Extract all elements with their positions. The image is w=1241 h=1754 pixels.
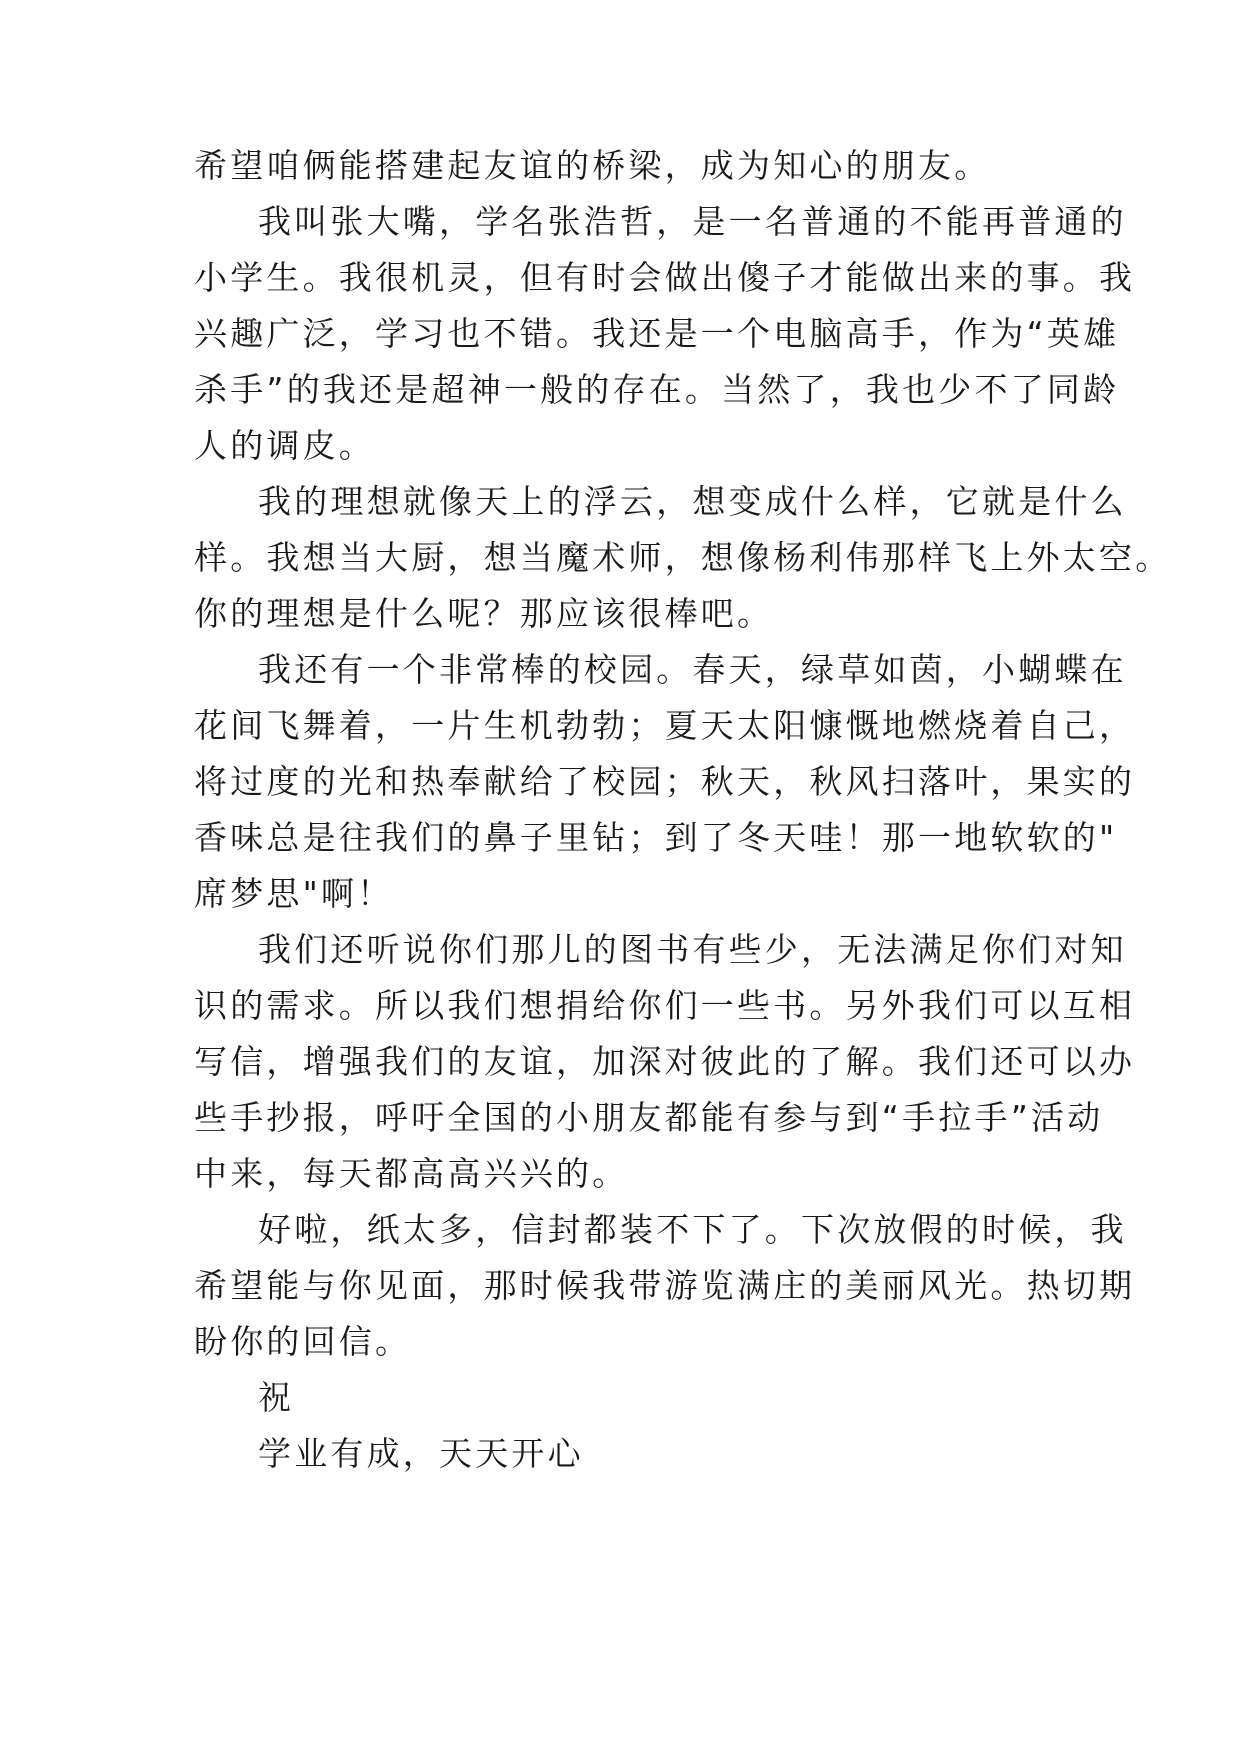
closing-wish: 学业有成，天天开心 [258,1434,584,1473]
text-line: 我们还听说你们那儿的图书有些少，无法满足你们对知 [258,930,1127,969]
text-line: 识的需求。所以我们想捐给你们一些书。另外我们可以互相 [194,986,1136,1025]
text-line: 人的调皮。 [194,426,375,465]
text-line: 花间飞舞着，一片生机勃勃；夏天太阳慷慨地燃烧着自己， [194,706,1136,745]
text-line: 写信，增强我们的友谊，加深对彼此的了解。我们还可以办 [194,1042,1136,1081]
text-line: 席梦思"啊！ [194,874,394,913]
text-line: 我还有一个非常棒的校园。春天，绿草如茵，小蝴蝶在 [258,650,1127,689]
text-line: 样。我想当大厨，想当魔术师，想像杨利伟那样飞上外太空。 [194,538,1172,577]
text-line: 香味总是往我们的鼻子里钻；到了冬天哇！那一地软软的" [194,818,1118,857]
text-line: 些手抄报，呼吁全国的小朋友都能有参与到“手拉手”活动 [194,1098,1104,1137]
text-line: 中来，每天都高高兴兴的。 [194,1154,629,1193]
text-line: 希望能与你见面，那时候我带游览满庄的美丽风光。热切期 [194,1266,1136,1305]
text-line: 好啦，纸太多，信封都装不下了。下次放假的时候，我 [258,1210,1127,1249]
text-line: 兴趣广泛，学习也不错。我还是一个电脑高手，作为“英雄 [194,314,1120,353]
text-line: 小学生。我很机灵，但有时会做出傻子才能做出来的事。我 [194,258,1136,297]
text-line: 你的理想是什么呢？那应该很棒吧。 [194,594,774,633]
text-line: 我的理想就像天上的浮云，想变成什么样，它就是什么 [258,482,1127,521]
text-line: 希望咱俩能搭建起友谊的桥梁，成为知心的朋友。 [194,146,991,185]
closing-salutation: 祝 [258,1378,295,1417]
text-line: 将过度的光和热奉献给了校园；秋天，秋风扫落叶，果实的 [194,762,1136,801]
text-line: 我叫张大嘴，学名张浩哲，是一名普通的不能再普通的 [258,202,1127,241]
text-line: 杀手”的我还是超神一般的存在。当然了，我也少不了同龄 [194,370,1120,409]
text-line: 盼你的回信。 [194,1322,412,1361]
